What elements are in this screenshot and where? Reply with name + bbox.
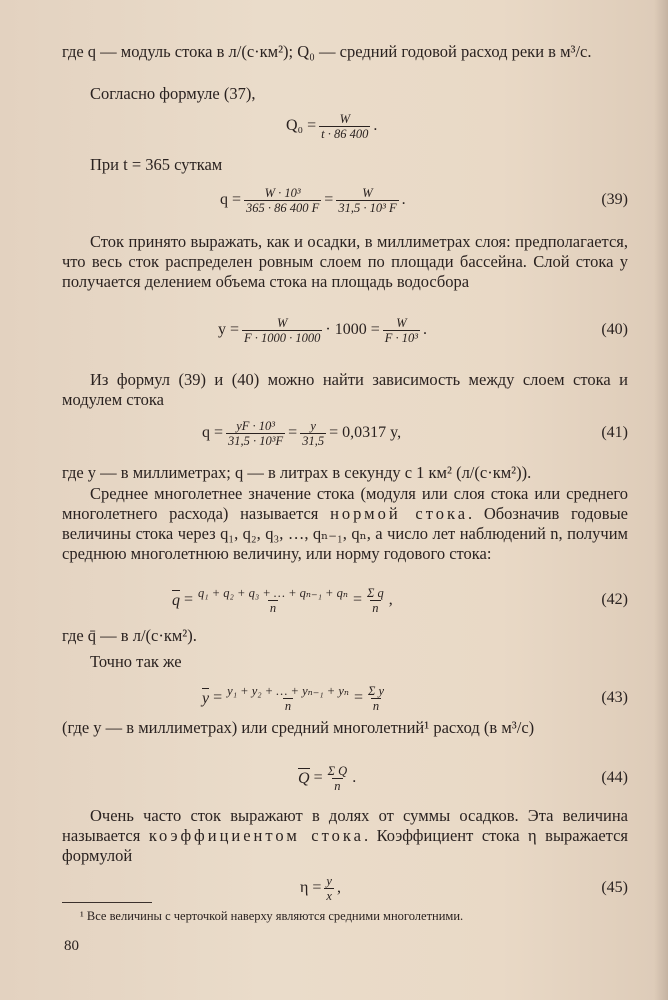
eq45-denominator: x — [326, 888, 332, 903]
eq37-numerator: W — [339, 111, 350, 126]
eq42-fraction-2 — [365, 586, 386, 615]
eq43-equals: = — [353, 689, 363, 706]
eq42-fraction-1 — [196, 586, 350, 615]
eq41-denominator-2: 31,5 — [302, 433, 325, 448]
norm-spaced-term: нормой стока — [330, 504, 469, 523]
eq43-lhs-symbol: y — [202, 690, 210, 707]
text-line-2: Согласно формуле (37), — [90, 84, 256, 103]
eq45-numerator: y — [326, 873, 332, 888]
page-number: 80 — [64, 938, 79, 954]
eq41-number: (41) — [601, 424, 628, 441]
eq40-number: (40) — [601, 321, 628, 338]
equation-37 — [62, 106, 628, 146]
eq44-number: (44) — [601, 769, 628, 786]
equation-39 — [62, 180, 628, 220]
equation-40 — [62, 310, 628, 350]
eq39-fraction-1 — [244, 186, 321, 215]
eq39-denominator-1: 365 · 86 400 F — [246, 200, 320, 215]
text-line-3: При t = 365 суткам — [90, 155, 223, 174]
text-line-likewise: Точно так же — [90, 652, 182, 671]
eq42-lhs-equals: = — [184, 591, 194, 608]
eq45-number: (45) — [601, 879, 628, 896]
text-line-qbar: где q̄ — в л/(с·км²). — [62, 626, 197, 645]
norm-text-c: . Обозначив годовые величины стока через q₁, q₂, q₃, …, qₙ₋₁, qₙ, а число лет наблюдений n, получим среднюю многолетнюю величину, или норму годового стока: — [62, 504, 629, 563]
eq37-lhs: Q₀ = — [286, 117, 317, 134]
eq40-fraction-2 — [383, 316, 420, 345]
eq44-numerator: Σ Q — [327, 763, 348, 778]
eq45-tail: , — [336, 879, 341, 896]
eq42-lhs-symbol: q — [172, 592, 180, 609]
eq44-lhs-equals: = — [313, 769, 323, 786]
coef-spaced-term: коэффициентом стока — [148, 826, 364, 845]
eq40-numerator-1: W — [277, 315, 288, 330]
eq40-denominator-2: F · 10³ — [384, 330, 419, 345]
eq44-fraction — [326, 764, 350, 793]
eq39-fraction-2 — [336, 186, 398, 215]
equation-44 — [62, 758, 628, 798]
paragraph-norm — [62, 484, 628, 564]
text-line-1: где q — модуль стока в л/(с·км²); Q₀ — средний годовой расход реки в м³/с. — [62, 42, 592, 61]
equation-41 — [62, 413, 628, 453]
eq45-fraction — [324, 874, 334, 903]
eq41-equals: = — [288, 424, 298, 441]
text-line-units: где y — в миллиметрах; q — в литрах в секунду с 1 км² (л/(с·км²)). — [62, 463, 532, 482]
eq39-numerator-1: W · 10³ — [264, 185, 301, 200]
eq42-numerator-2: Σ q — [366, 585, 384, 600]
eq37-tail: . — [373, 117, 378, 134]
eq42-number: (42) — [601, 591, 628, 608]
eq43-lhs-equals: = — [213, 689, 223, 706]
eq43-fraction-1 — [225, 684, 351, 713]
eq39-tail: . — [401, 191, 406, 208]
eq37-fraction — [319, 112, 370, 141]
eq44-lhs-symbol: Q — [298, 770, 310, 787]
coef-text-a: Очень часто сток выражают в долях от суммы осадков. Эта величина называется — [62, 806, 628, 845]
eq41-lhs: q = — [202, 424, 224, 441]
eq45-lhs: η = — [300, 879, 322, 896]
eq39-lhs: q = — [220, 191, 242, 208]
eq41-tail: = 0,0317 y, — [329, 424, 402, 441]
eq43-numerator-2: Σ y — [368, 683, 385, 698]
footnote: ¹ Все величины с черточкой наверху являются средними многолетними. — [80, 909, 464, 923]
eq40-numerator-2: W — [396, 315, 407, 330]
eq42-numerator-1: q₁ + q₂ + q₃ + … + qₙ₋₁ + qₙ — [198, 585, 348, 600]
eq43-number: (43) — [601, 689, 628, 706]
eq40-middle: · 1000 = — [325, 321, 380, 338]
eq43-fraction-2 — [366, 684, 386, 713]
eq41-numerator-2: y — [310, 418, 316, 433]
eq37-denominator: t · 86 400 — [321, 126, 369, 141]
eq43-denominator-2: n — [372, 698, 380, 713]
eq39-numerator-2: W — [362, 185, 373, 200]
eq39-number: (39) — [601, 191, 628, 208]
equation-42 — [62, 580, 628, 620]
paragraph-relation: Из формул (39) и (40) можно найти зависимость между слоем стока и модулем стока — [62, 370, 628, 409]
eq39-denominator-2: 31,5 · 10³ F — [338, 200, 397, 215]
paragraph-runoff-depth: Сток принято выражать, как и осадки, в миллиметрах слоя: предполагается, что весь сток распределен ровным слоем по площади бассейна. Слой стока y получается делением объема стока на площадь водосбора — [62, 232, 628, 291]
paragraph-mean-discharge: (где y — в миллиметрах) или средний многолетний¹ расход (в м³/с) — [62, 718, 535, 737]
eq41-fraction-1 — [226, 419, 285, 448]
eq40-lhs: y = — [218, 321, 240, 338]
eq41-fraction-2 — [300, 419, 326, 448]
coef-text-c: . Коэффициент стока η выражается формулой — [62, 826, 629, 865]
eq42-tail: , — [388, 591, 393, 608]
eq40-tail: . — [423, 321, 428, 338]
eq43-denominator-1: n — [284, 698, 292, 713]
eq42-denominator-2: n — [372, 600, 379, 615]
eq39-equals: = — [324, 191, 334, 208]
paragraph-coefficient — [62, 806, 628, 866]
eq41-numerator-1: yF · 10³ — [236, 418, 275, 433]
footnote-divider — [62, 902, 152, 903]
eq44-denominator: n — [334, 778, 341, 793]
eq44-tail: . — [352, 769, 357, 786]
eq40-denominator-1: F · 1000 · 1000 — [244, 330, 321, 345]
eq40-fraction-1 — [242, 316, 322, 345]
equation-43 — [62, 678, 628, 718]
norm-text-a: Среднее многолетнее значение стока (модуля или слоя стока или среднего многолетнего расхода) называется — [62, 484, 628, 523]
eq43-numerator-1: y₁ + y₂ + … + yₙ₋₁ + yₙ — [227, 683, 349, 698]
eq42-denominator-1: n — [269, 600, 277, 615]
eq42-equals: = — [352, 591, 362, 608]
eq41-denominator-1: 31,5 · 10³F — [228, 433, 284, 448]
